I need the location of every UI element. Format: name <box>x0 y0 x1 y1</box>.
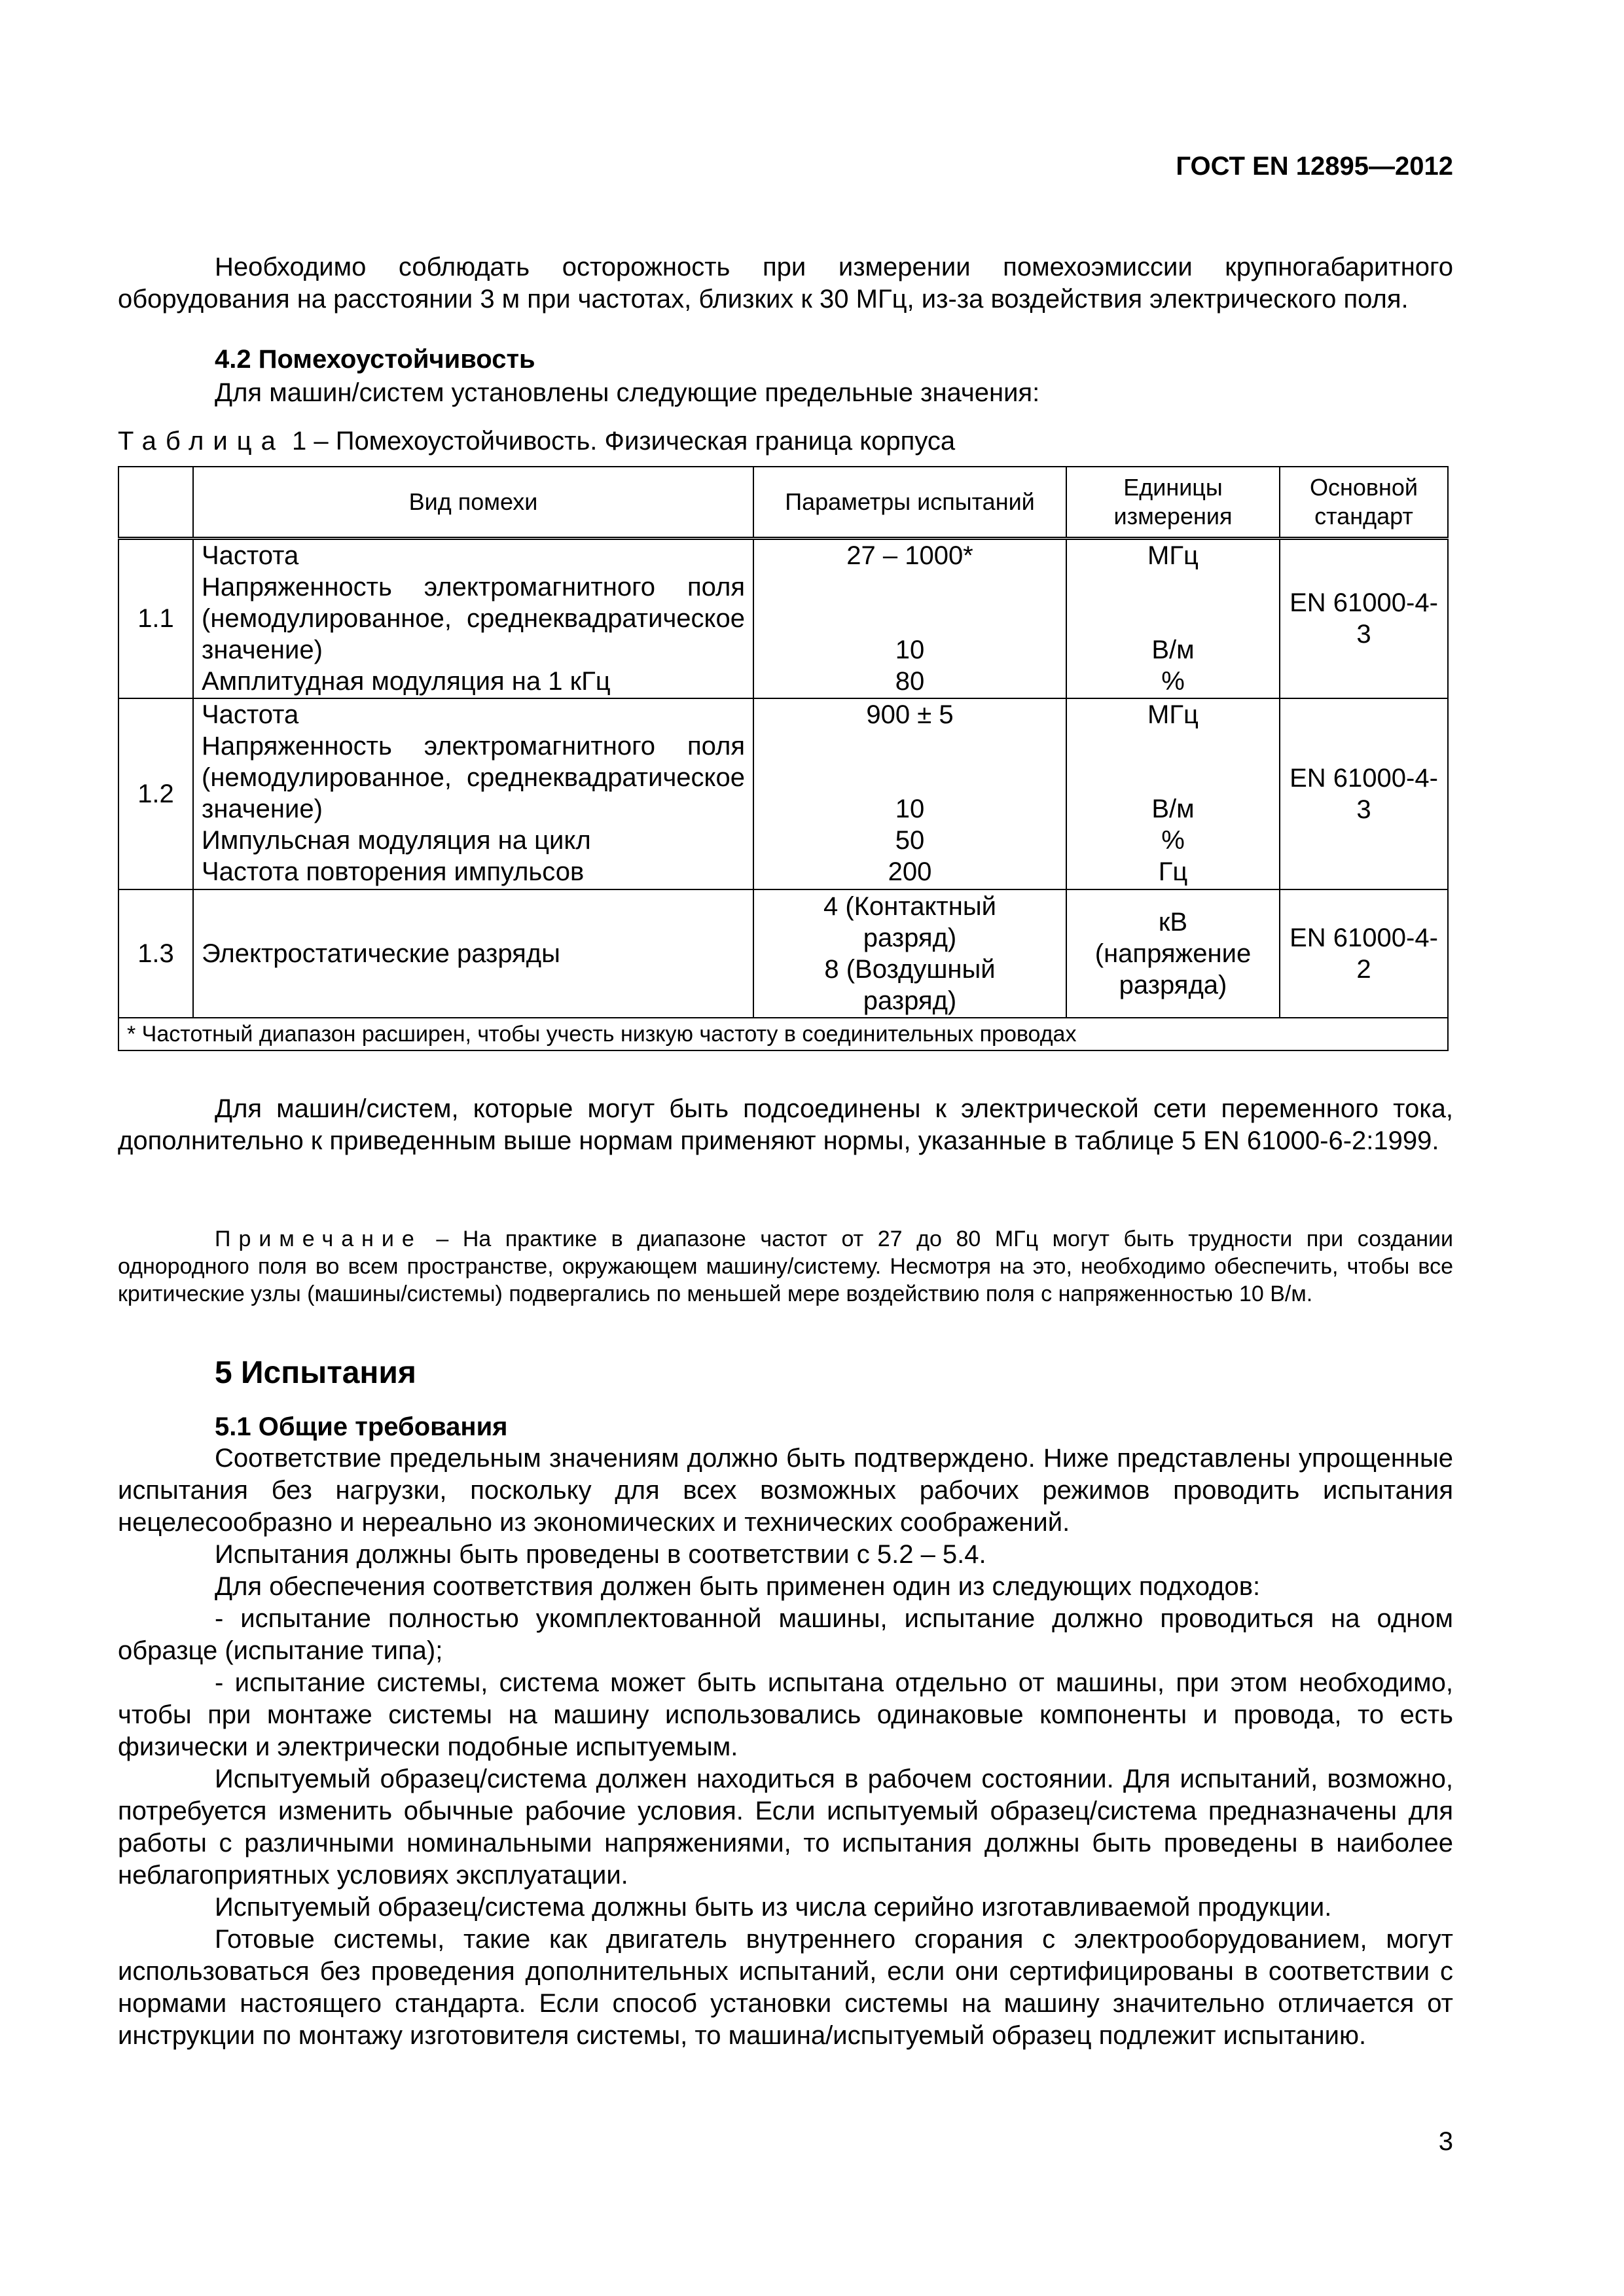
param-value: 10 <box>895 794 925 823</box>
table-caption <box>118 427 955 456</box>
row-number: 1.3 <box>118 889 193 1018</box>
param-value: 27 – 1000* <box>846 541 973 570</box>
row-line: Импульсная модуляция на цикл <box>202 825 591 855</box>
row-units <box>1066 539 1280 698</box>
body-paragraph: Испытания должны быть проведены в соответствии с 5.2 – 5.4. <box>215 1540 986 1569</box>
row-units <box>1066 889 1280 1018</box>
table-footnote-row <box>118 1018 1448 1050</box>
table-caption-text: 1 – Помехоустойчивость. Физическая граница корпуса <box>291 427 956 456</box>
row-units <box>1066 698 1280 889</box>
row-line: Частота <box>202 541 299 570</box>
unit-value: В/м <box>1151 794 1195 823</box>
intro-paragraph: Необходимо соблюдать осторожность при измерении помехоэмиссии крупногабаритного оборудования на расстоянии 3 м при частотах, близких к 30 МГц, из-за воздействия электрического поля. <box>118 253 1453 314</box>
body-paragraph: Для обеспечения соответствия должен быть применен один из следующих подходов: <box>215 1572 1261 1601</box>
table-row <box>118 889 1448 1018</box>
header-test-params: Параметры испытаний <box>753 467 1066 539</box>
document-page <box>118 0 1453 2296</box>
body-paragraph: - испытание системы, система может быть испытана отдельно от машины, при этом необходимо, чтобы при монтаже системы на машину использовались одинаковые компоненты и провода, то есть физически и электрически подобные испытуемым. <box>118 1668 1453 1761</box>
unit-value: % <box>1161 825 1185 855</box>
table-row <box>118 539 1448 698</box>
unit-value: Гц <box>1158 857 1188 886</box>
param-value: 10 <box>895 636 925 664</box>
row-params <box>753 889 1066 1018</box>
row-disturbance <box>193 698 753 889</box>
unit-value: МГц <box>1147 541 1199 570</box>
section-5-body <box>118 1443 1453 2052</box>
section-4-2-heading: 4.2 Помехоустойчивость <box>215 345 535 374</box>
body-paragraph: - испытание полностью укомплектованной машины, испытание должно проводиться на одном образце (испытание типа); <box>118 1604 1453 1665</box>
note-text: – На практике в диапазоне частот от 27 до 80 МГц могут быть трудности при создании однородного поля во всем пространстве, окружающем машину/систему. Несмотря на это, необходимо обеспечить, чтобы все критические узлы (машины/системы) подвергались по меньшей мере воздействию поля с напряженностью 10 В/м. <box>118 1227 1453 1306</box>
table-caption-word: Таблица <box>118 427 285 456</box>
header-standard: Основной стандарт <box>1280 467 1448 539</box>
immunity-table <box>118 466 1449 1051</box>
row-number: 1.1 <box>118 539 193 698</box>
param-value: 200 <box>888 857 932 886</box>
table-row <box>118 698 1448 889</box>
param-value: 80 <box>895 667 925 696</box>
row-params <box>753 698 1066 889</box>
body-paragraph: Соответствие предельным значениям должно быть подтверждено. Ниже представлены упрощенные испытания без нагрузки, поскольку для всех возможных рабочих режимов проводить испытания нецелесообразно и нереально из экономических и технических соображений. <box>118 1444 1453 1537</box>
row-number: 1.2 <box>118 698 193 889</box>
after-table-paragraph: Для машин/систем, которые могут быть подсоединены к электрической сети переменного тока, дополнительно к приведенным выше нормам применяют нормы, указанные в таблице 5 EN 61000-6-2:1999. <box>118 1094 1453 1155</box>
note-paragraph <box>118 1225 1453 1308</box>
unit-value: % <box>1161 667 1185 696</box>
row-disturbance: Электростатические разряды <box>193 889 753 1018</box>
param-value: 8 (Воздушный разряд) <box>824 954 996 1015</box>
header-num-cell <box>118 467 193 539</box>
row-disturbance <box>193 539 753 698</box>
row-line: Частота повторения импульсов <box>202 857 585 886</box>
body-paragraph: Испытуемый образец/система должен находиться в рабочем состоянии. Для испытаний, возможно, потребуется изменить обычные рабочие условия. Если испытуемый образец/система предназначены для работы с различными номинальными напряжениями, то испытания должны быть проведены в наиболее неблагоприятных условиях эксплуатации. <box>118 1765 1453 1890</box>
body-paragraph: Готовые системы, такие как двигатель внутреннего сгорания с электрооборудованием, могут использоваться без проведения дополнительных испытаний, если они сертифицированы в соответствии с нормами настоящего стандарта. Если способ установки системы на машину значительно отличается от инструкции по монтажу изготовителя системы, то машина/испытуемый образец подлежит испытанию. <box>118 1925 1453 2050</box>
section-5-1-heading: 5.1 Общие требования <box>215 1412 508 1441</box>
row-line: Напряженность электромагнитного поля (немодулированное, среднеквадратическое значение) <box>202 573 745 664</box>
row-standard: EN 61000-4-2 <box>1280 889 1448 1018</box>
body-paragraph: Испытуемый образец/система должны быть из числа серийно изготавливаемой продукции. <box>215 1893 1332 1922</box>
row-line: Амплитудная модуляция на 1 кГц <box>202 667 611 696</box>
standard-header: ГОСТ EN 12895—2012 <box>1176 152 1453 181</box>
row-line: Частота <box>202 700 299 729</box>
page-number: 3 <box>1438 2127 1453 2156</box>
row-standard: EN 61000-4-3 <box>1280 698 1448 889</box>
note-label: Примечание <box>215 1227 422 1251</box>
section-5-heading: 5 Испытания <box>215 1355 416 1390</box>
unit-value: кВ (напряжение разряда) <box>1094 907 1252 999</box>
param-value: 900 ± 5 <box>866 700 954 729</box>
header-units: Единицы измерения <box>1066 467 1280 539</box>
row-params <box>753 539 1066 698</box>
unit-value: МГц <box>1147 700 1199 729</box>
row-line: Напряженность электромагнитного поля (немодулированное, среднеквадратическое значение) <box>202 731 745 823</box>
header-disturbance: Вид помехи <box>193 467 753 539</box>
table-header-row <box>118 467 1448 539</box>
row-standard: EN 61000-4-3 <box>1280 539 1448 698</box>
param-value: 50 <box>895 825 925 855</box>
param-value: 4 (Контактный разряд) <box>823 891 996 952</box>
section-4-2-lead: Для машин/систем установлены следующие предельные значения: <box>215 378 1040 407</box>
table-footnote: * Частотный диапазон расширен, чтобы учесть низкую частоту в соединительных проводах <box>118 1018 1448 1050</box>
unit-value: В/м <box>1151 636 1195 664</box>
